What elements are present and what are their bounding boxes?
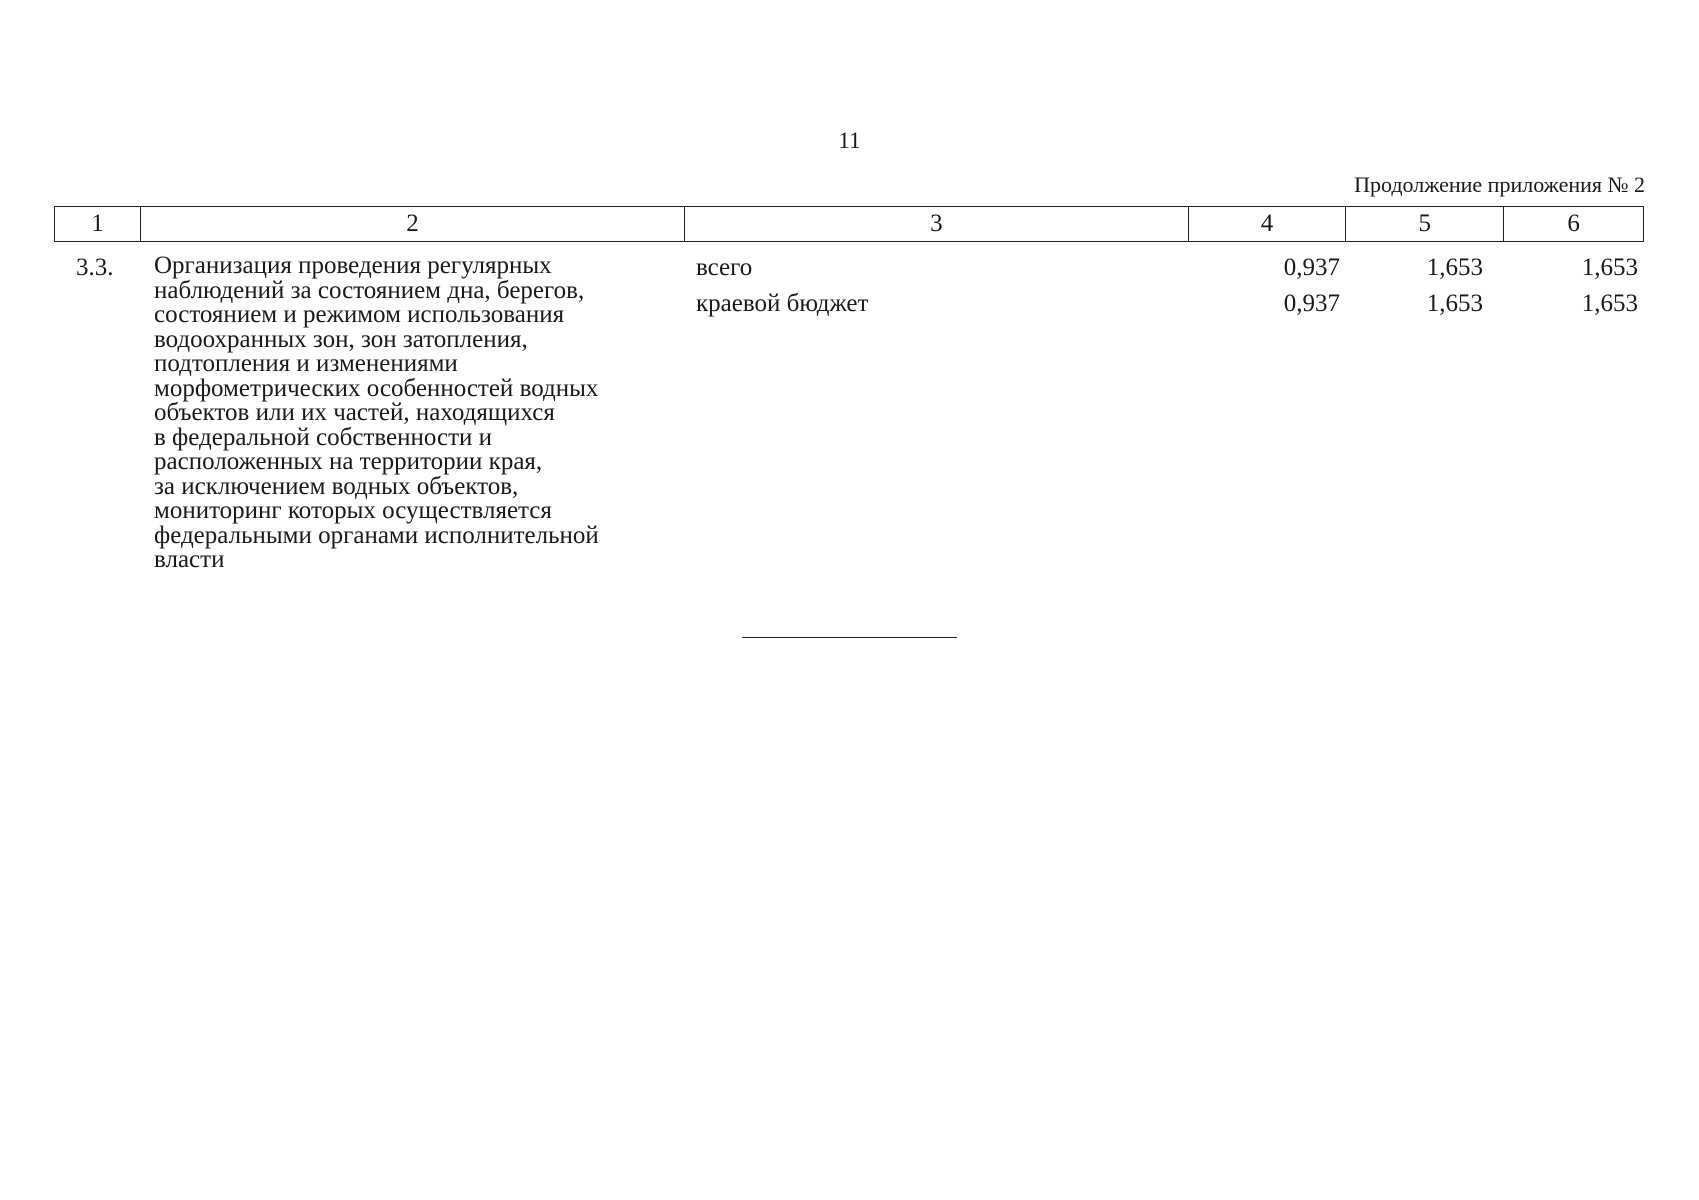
table-header-col-6: 6: [1567, 210, 1580, 237]
value-regional-col-5: 1,653: [1426, 290, 1483, 317]
value-regional-col-4: 0,937: [1283, 290, 1340, 317]
value-total-col-6: 1,653: [1581, 254, 1638, 281]
table-header-col-1: 1: [55, 207, 141, 241]
value-total-col-4: 0,937: [1283, 254, 1340, 281]
page-number: 11: [838, 128, 861, 153]
table-header-col-3: 3: [685, 207, 1188, 241]
row-number: 3.3.: [76, 254, 114, 281]
table-header-col-4: 4: [1189, 207, 1347, 241]
funding-source-regional-budget: краевой бюджет: [696, 290, 869, 317]
value-regional-col-6: 1,653: [1581, 290, 1638, 317]
document-end-rule: [742, 637, 957, 638]
table-header-col-5: 5: [1346, 207, 1504, 241]
table-header-col-2: 2: [141, 207, 685, 241]
row-description: Организация проведения регулярных наблюдений за состоянием дна, берегов, состоянием и режимом использования водоохранных зон, зон затопления, подтопления и изменениями морфометрических особенностей водных объектов или их частей, находящихся в федеральной собственности и расположенных на территории края, за исключением водных объектов, мониторинг которых осуществляется федеральными органами исполнительной власти: [154, 252, 599, 573]
funding-source-total: всего: [696, 254, 753, 281]
value-total-col-5: 1,653: [1426, 254, 1483, 281]
appendix-continuation-label: Продолжение приложения № 2: [1354, 172, 1645, 197]
table-header-row: [54, 206, 1644, 242]
